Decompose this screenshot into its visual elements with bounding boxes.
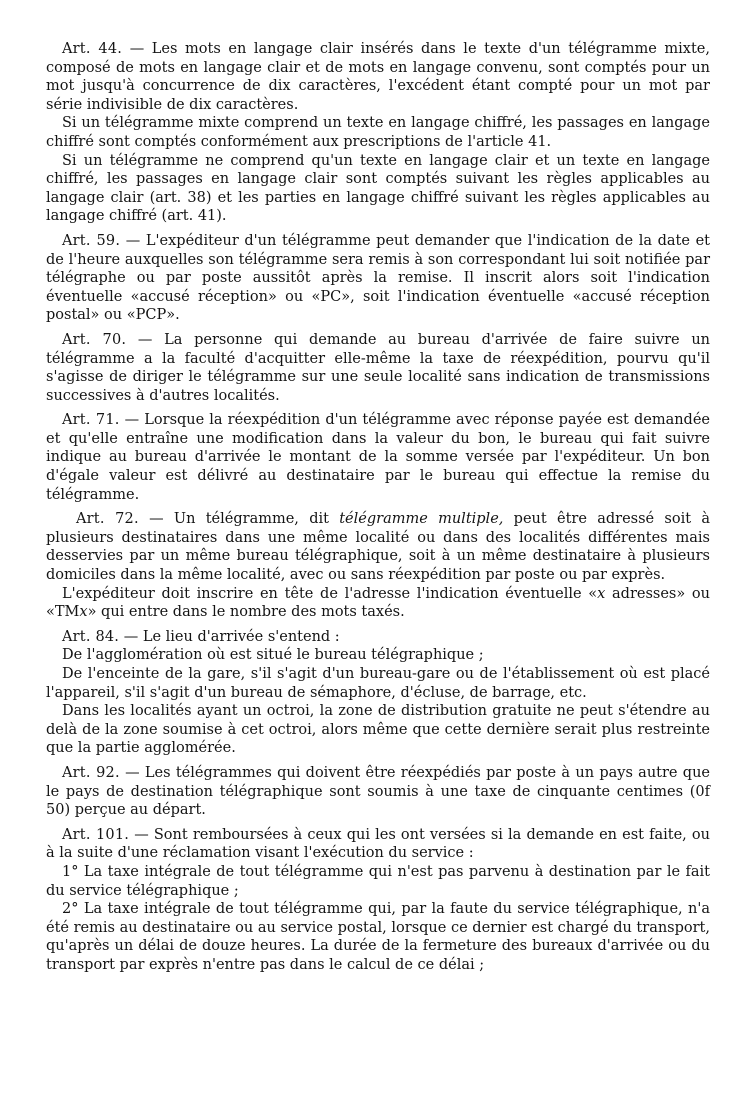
paragraph-text: — Les télégrammes qui doivent être réexpédiés par poste à un pays autre que le pays de destination télégraphique sont soumis à une taxe de cinquante centimes (0f 50) perçue au départ. [46, 764, 711, 819]
article-71 [46, 411, 710, 504]
paragraph-text: Dans les localités ayant un octroi, la zone de distribution gratuite ne peut s'étendre au delà de la zone soumise à cet octroi, alors même que cette dernière serait plus restreinte que la partie agglomérée. [46, 703, 710, 757]
paragraph-text: Si un télégramme ne comprend qu'un texte en langage clair et un texte en langage chiffré, les passages en langage clair sont comptés suivant les règles applicables au langage clair (art. 38) et les parties en langage chiffré suivant les règles applicables au langage chiffré (art. 41). [46, 152, 710, 225]
article-70 [46, 331, 710, 405]
paragraph [46, 826, 710, 863]
article-label: Art. 101. [62, 826, 130, 843]
article-label: Art. 72. [76, 511, 139, 528]
paragraph-text: De l'agglomération où est situé le bureau télégraphique ; [62, 647, 484, 664]
article-84 [46, 628, 710, 758]
paragraph-text: L'expéditeur doit inscrire en tête de l'adresse l'indication éventuelle « [62, 585, 598, 602]
italic-term: x [79, 604, 88, 621]
paragraph [46, 40, 710, 114]
paragraph-text: — La personne qui demande au bureau d'arrivée de faire suivre un télégramme a la faculté d'acquitter elle-même la taxe de réexpédition, pourvu qu'il s'agisse de diriger le télégramme sur une seule localité sans indication de transmissions successives à d'autres localités. [46, 331, 710, 404]
paragraph [46, 702, 710, 758]
paragraph-text: — Les mots en langage clair insérés dans le texte d'un télégramme mixte, composé de mots en langage clair et de mots en langage convenu, sont comptés pour un mot jusqu'à concurrence de dix caractères, l'excédent étant compté pour un mot par série indivisible de dix caractères. [46, 41, 710, 113]
paragraph-text: adresses» ou «TM [46, 585, 710, 621]
paragraph-text: 2° La taxe intégrale de tout télégramme qui, par la faute du service télégraphique, n'a été remis au destinataire ou au service postal, lorsque ce dernier est chargé du transport, qu'après un délai de douze heures. La durée de la fermeture des bureaux d'arrivée ou du transport par exprès n'entre pas dans le calcul de ce délai ; [46, 901, 710, 973]
paragraph [46, 585, 710, 622]
article-label: Art. 44. [62, 41, 123, 57]
paragraph [46, 152, 710, 226]
paragraph [46, 510, 710, 584]
paragraph [46, 331, 710, 405]
paragraph-text: » qui entre dans le nombre des mots taxés. [87, 604, 405, 621]
paragraph [46, 764, 710, 820]
article-label: Art. 59. [62, 232, 121, 249]
article-label: Art. 70. [62, 331, 127, 348]
paragraph [46, 646, 710, 665]
paragraph-text: Si un télégramme mixte comprend un texte en langage chiffré, les passages en langage chiffré sont comptés conformément aux prescriptions de l'article 41. [46, 115, 710, 150]
article-92 [46, 764, 710, 820]
article-44 [46, 40, 710, 226]
paragraph [46, 900, 710, 974]
article-label: Art. 92. [62, 764, 120, 781]
article-101 [46, 826, 710, 975]
paragraph-text: De l'enceinte de la gare, s'il s'agit d'un bureau-gare ou de l'établissement où est placé l'appareil, s'il s'agit d'un bureau de sémaphore, d'écluse, de barrage, etc. [46, 666, 710, 701]
paragraph-text: 1° La taxe intégrale de tout télégramme qui n'est pas parvenu à destination par le fait du service télégraphique ; [46, 863, 710, 899]
paragraph-text: peut être adressé soit à plusieurs destinataires dans une même localité ou dans des localités différentes mais desservies par un même bureau télégraphique, soit à un même destinataire à plusieurs domiciles dans la même localité, avec ou sans réexpédition par poste ou par exprès. [46, 511, 710, 584]
paragraph [46, 232, 710, 325]
paragraph [46, 665, 710, 702]
paragraph-text: — L'expéditeur d'un télégramme peut demander que l'indication de la date et de l'heure auxquelles son télégramme sera remis à son correspondant lui soit notifiée par télégraphe ou par poste aussitôt après la remise. Il inscrit alors soit l'indication éventuelle «accusé réception» ou «PC», soit l'indication éventuelle «accusé réception postal» ou «PCP». [46, 232, 710, 324]
paragraph-text: — Le lieu d'arrivée s'entend : [119, 628, 340, 645]
paragraph-text: — Sont remboursées à ceux qui les ont versées si la demande en est faite, ou à la suite d'une réclamation visant l'exécution du service : [46, 826, 710, 862]
italic-term: x [597, 585, 606, 602]
article-label: Art. 71. [62, 412, 120, 429]
paragraph [46, 114, 710, 151]
paragraph-text: — Un télégramme, dit [138, 511, 340, 528]
paragraph [46, 863, 710, 900]
article-label: Art. 84. [62, 628, 120, 645]
paragraph-text: — Lorsque la réexpédition d'un télégramme avec réponse payée est demandée et qu'elle entraîne une modification dans la valeur du bon, le bureau qui fait suivre indique au bureau d'arrivée le montant de la somme versée par l'expéditeur. Un bon d'égale valeur est délivré au destinataire par le bureau qui effectue la remise du télégramme. [46, 412, 710, 503]
article-59 [46, 232, 710, 325]
article-72 [46, 510, 710, 622]
paragraph [46, 628, 710, 647]
italic-term: télégramme multiple, [339, 511, 504, 528]
paragraph [46, 411, 710, 504]
